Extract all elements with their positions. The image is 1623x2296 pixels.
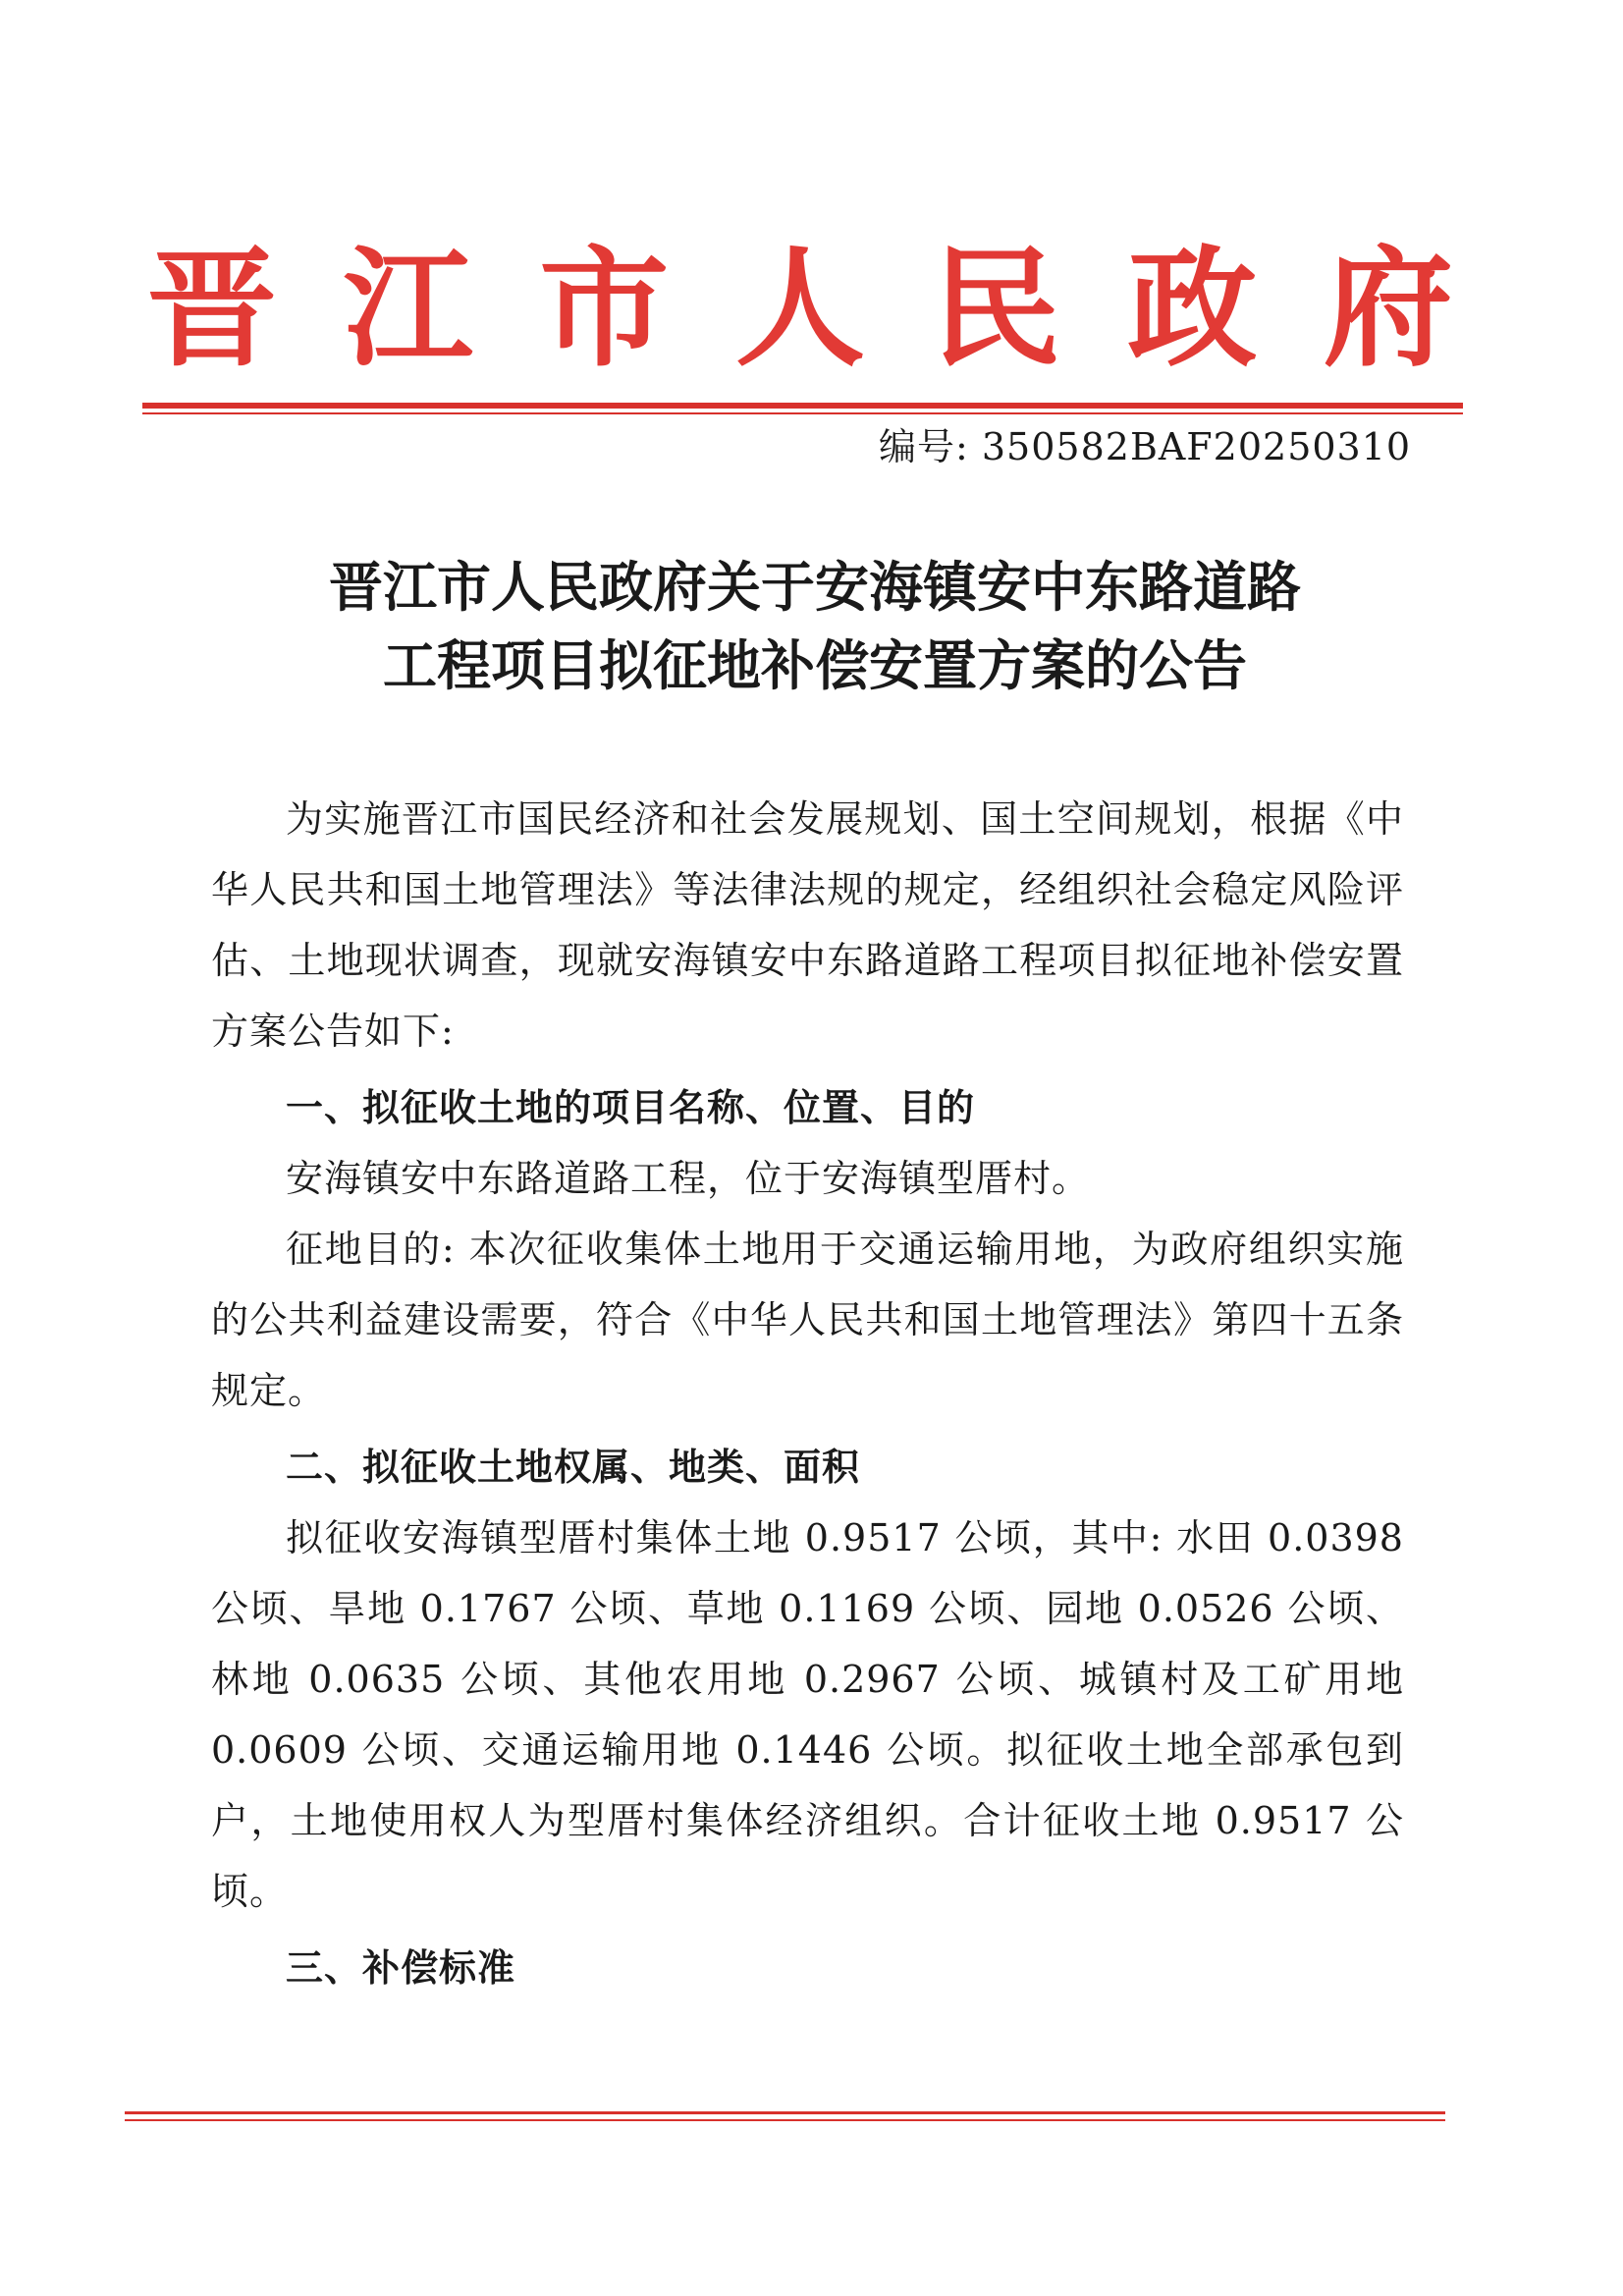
issuer-header xyxy=(147,233,1453,385)
header-divider-thin xyxy=(142,412,1463,414)
document-body xyxy=(211,784,1404,2003)
header-divider-thick xyxy=(142,403,1463,409)
header-char: 晋 xyxy=(147,233,277,385)
title-line-2: 工程项目拟征地补偿安置方案的公告 xyxy=(382,633,1247,697)
section-2-heading: 二、拟征收土地权属、地类、面积 xyxy=(286,1446,861,1489)
document-number: 编号: 350582BAF20250310 xyxy=(879,425,1412,468)
header-char: 府 xyxy=(1323,233,1453,385)
document-title xyxy=(177,548,1453,705)
section-2-paragraph: 拟征收安海镇型厝村集体土地 0.9517 公顷，其中: 水田 0.0398 公顷、旱地 0.1767 公顷、草地 0.1169 公顷、园地 0.0526 公顷、林地 0.0635 公顷、其他农用地 0.2967 公顷、城镇村及工矿用地 0.0609 公顷、交通运输用地 0.1446 公顷。拟征收土地全部承包到户，土地使用权人为型厝村集体经济组织。合计征收土地 0.9517 公顷。 xyxy=(211,1516,1404,1913)
footer-divider-bottom xyxy=(125,2119,1445,2121)
section-1-heading: 一、拟征收土地的项目名称、位置、目的 xyxy=(286,1086,976,1129)
header-char: 政 xyxy=(1127,233,1258,385)
section-1-paragraph: 征地目的: 本次征收集体土地用于交通运输用地，为政府组织实施的公共利益建设需要，符合《中华人民共和国土地管理法》第四十五条规定。 xyxy=(211,1228,1404,1412)
header-char: 民 xyxy=(931,233,1061,385)
section-1-paragraph: 安海镇安中东路道路工程，位于安海镇型厝村。 xyxy=(286,1157,1091,1200)
footer-divider-top xyxy=(125,2111,1445,2114)
header-char: 市 xyxy=(539,233,670,385)
header-char: 江 xyxy=(343,233,473,385)
title-line-1: 晋江市人民政府关于安海镇安中东路道路 xyxy=(328,555,1301,619)
header-char: 人 xyxy=(734,233,865,385)
section-3-heading: 三、补偿标准 xyxy=(286,1946,516,1990)
intro-paragraph: 为实施晋江市国民经济和社会发展规划、国土空间规划，根据《中华人民共和国土地管理法》等法律法规的规定，经组织社会稳定风险评估、土地现状调查，现就安海镇安中东路道路工程项目拟征地补偿安置方案公告如下: xyxy=(211,797,1404,1053)
